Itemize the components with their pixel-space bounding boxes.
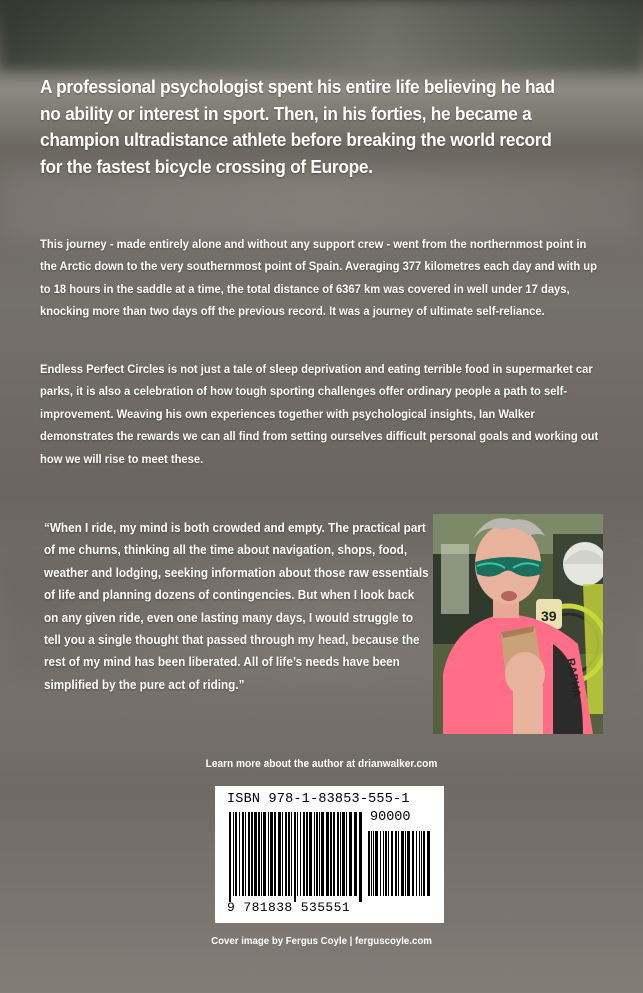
- author-photo: [433, 514, 603, 734]
- description-paragraph-2: Endless Perfect Circles is not just a tale of sleep deprivation and eating terrible food in supermarket car parks, it is also a celebration of how tough sporting challenges offer ordinary people a path to self-improvement. Weaving his own experiences together with psychological insights, Ian Walker demonstrates the rewards we can all find from setting ourselves difficult personal goals and working out how we will rise to meet these.: [40, 362, 599, 466]
- description-paragraph-1: This journey - made entirely alone and without any support crew - went from the northernmost point in the Arctic down to the very southernmost point of Spain. Averaging 377 kilometres each day and with up to 18 hours in the saddle at a time, the total distance of 6367 km was covered in well under 17 days, knocking more than two days off the previous record. It was a journey of ultimate self-reliance.: [40, 237, 597, 319]
- cover-image-credit: Cover image by Fergus Coyle | ferguscoyle.com: [211, 935, 432, 947]
- isbn-barcode-block: [215, 786, 444, 923]
- barcode-price-code: 90000: [370, 810, 411, 825]
- author-photo-illustration: [433, 514, 603, 734]
- headline: A professional psychologist spent his entire life believing he had no ability or interest in sport. Then, in his forties, he became a champion ultradistance athlete before breaking the world record for the fastest bicycle crossing of Europe.: [40, 76, 555, 177]
- barcode-digits: 9 781838 535551: [227, 900, 351, 915]
- author-quote: “When I ride, my mind is both crowded and empty. The practical part of me churns, thinking all the time about navigation, shops, food, weather and lodging, seeking information about those raw essentials of life and planning dozens of contingencies. But when I look back on any given ride, even one lasting many days, I would struggle to tell you a single thought that passed through my head, because the rest of my mind has been liberated. All of life’s needs have been simplified by the pure act of riding.”: [44, 521, 429, 692]
- jersey-logo: RAPHA: [564, 657, 583, 699]
- bike-number: 39: [541, 608, 557, 624]
- author-website-note: Learn more about the author at drianwalker.com: [205, 758, 438, 770]
- isbn-number: ISBN 978-1-83853-555-1: [227, 792, 410, 807]
